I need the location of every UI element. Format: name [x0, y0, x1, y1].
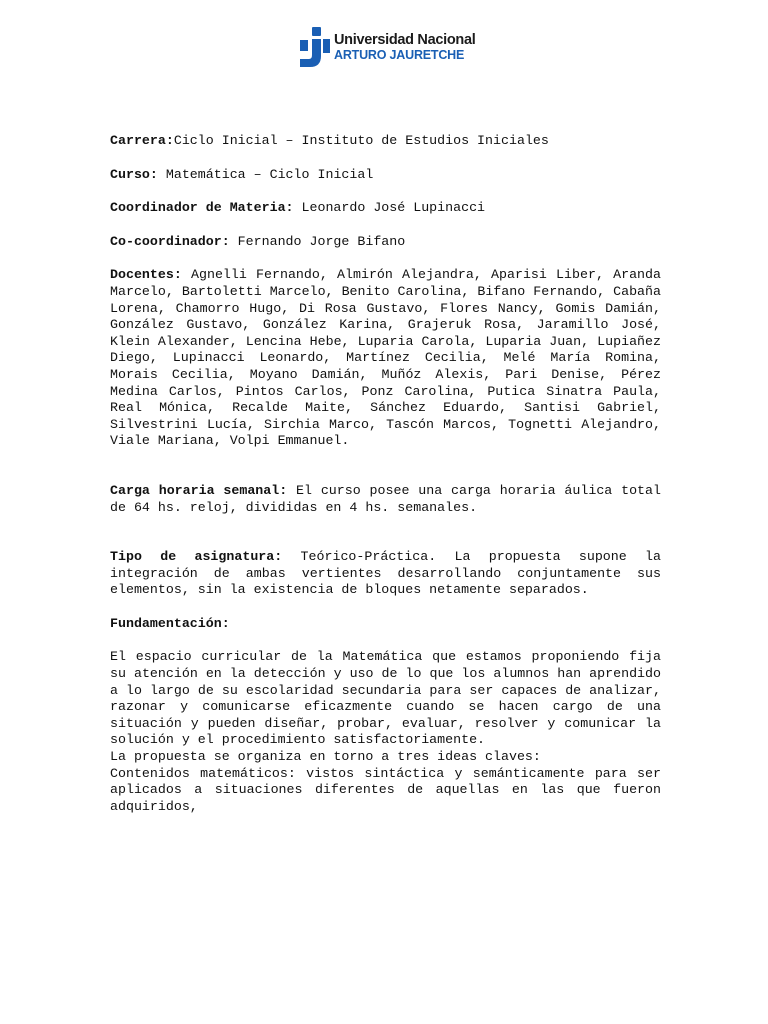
- logo-text: [334, 33, 475, 62]
- docentes-label: Docentes:: [110, 267, 182, 283]
- tipo-value: Teórico-Práctica. La propuesta supone la integración de ambas vertientes desarrollando conjuntamente sus elementos, sin la existencia de bloques netamente separados.: [110, 549, 661, 598]
- fundamentacion-paragraph-3: Contenidos matemáticos: vistos sintáctica y semánticamente para ser aplicados a situaciones diferentes de aquellas en las que fueron adquiridos,: [110, 765, 661, 814]
- cocoordinador-line: [110, 234, 661, 251]
- docentes-value: Agnelli Fernando, Almirón Alejandra, Aparisi Liber, Aranda Marcelo, Bartoletti Marcelo, Benito Carolina, Bifano Fernando, Cabaña Lorena, Chamorro Hugo, Di Rosa Gustavo, Flores Nancy, Gomis Damián, González Gustavo, González Karina, Grajeruk Rosa, Jaramillo José, Klein Alexander, Lencina Hebe, Luparia Carola, Luparia Juan, Lupiañez Diego, Lupinacci Leonardo, Martínez Cecilia, Melé María Romina, Morais Cecilia, Moyano Damián, Muñóz Alexis, Pari Denise, Pérez Medina Carlos, Pintos Carlos, Ponz Carolina, Putica Sinatra Paula, Real Mónica, Recalde Maite, Sánchez Eduardo, Santisi Gabriel, Silvestrini Lucía, Sirchia Marco, Tascón Marcos, Tognetti Alejandro, Viale Mariana, Volpi Emmanuel.: [110, 267, 661, 449]
- logo-university-subname: ARTURO JAURETCHE: [334, 48, 465, 62]
- fundamentacion-label: Fundamentación:: [110, 615, 230, 631]
- fundamentacion-paragraph-1: El espacio curricular de la Matemática que estamos proponiendo fija su atención en la detección y uso de lo que los alumnos han aprendido a lo largo de su escolaridad secundaria para ser capaces de analizar, razonar y comunicarse eficazmente cuando se hacen cargo de una situación y pueden diseñar, probar, evaluar, resolver y comunicar la solución y el procedimiento satisfactoriamente.: [110, 649, 661, 748]
- curso-line: [110, 167, 661, 184]
- curso-label: Curso:: [110, 166, 158, 182]
- coordinador-label: Coordinador de Materia:: [110, 200, 294, 216]
- docentes-paragraph: [110, 267, 661, 450]
- tipo-label: Tipo de asignatura:: [110, 549, 283, 565]
- coordinador-value: Leonardo José Lupinacci: [293, 200, 486, 216]
- university-logo: [300, 26, 475, 68]
- logo-university-name: Universidad Nacional: [334, 31, 476, 48]
- cocoordinador-value: Fernando Jorge Bifano: [229, 233, 406, 249]
- logo-mark-icon: [300, 27, 330, 67]
- carrera-label: Carrera:: [110, 133, 174, 148]
- carga-value: El curso posee una carga horaria áulica total de 64 hs. reloj, divididas en 4 hs. semanales.: [110, 482, 661, 515]
- fundamentacion-heading: [110, 616, 661, 633]
- carga-horaria-paragraph: [110, 483, 661, 516]
- carrera-value: Ciclo Inicial – Instituto de Estudios Iniciales: [173, 133, 549, 148]
- tipo-asignatura-paragraph: [110, 549, 661, 599]
- fundamentacion-paragraph-2: La propuesta se organiza en torno a tres ideas claves:: [110, 749, 541, 765]
- curso-value: Matemática – Ciclo Inicial: [157, 166, 374, 182]
- document-body: [110, 133, 661, 815]
- carrera-line: [110, 133, 661, 150]
- coordinador-line: [110, 200, 661, 217]
- cocoordinador-label: Co-coordinador:: [110, 233, 230, 249]
- carga-label: Carga horaria semanal:: [110, 482, 288, 498]
